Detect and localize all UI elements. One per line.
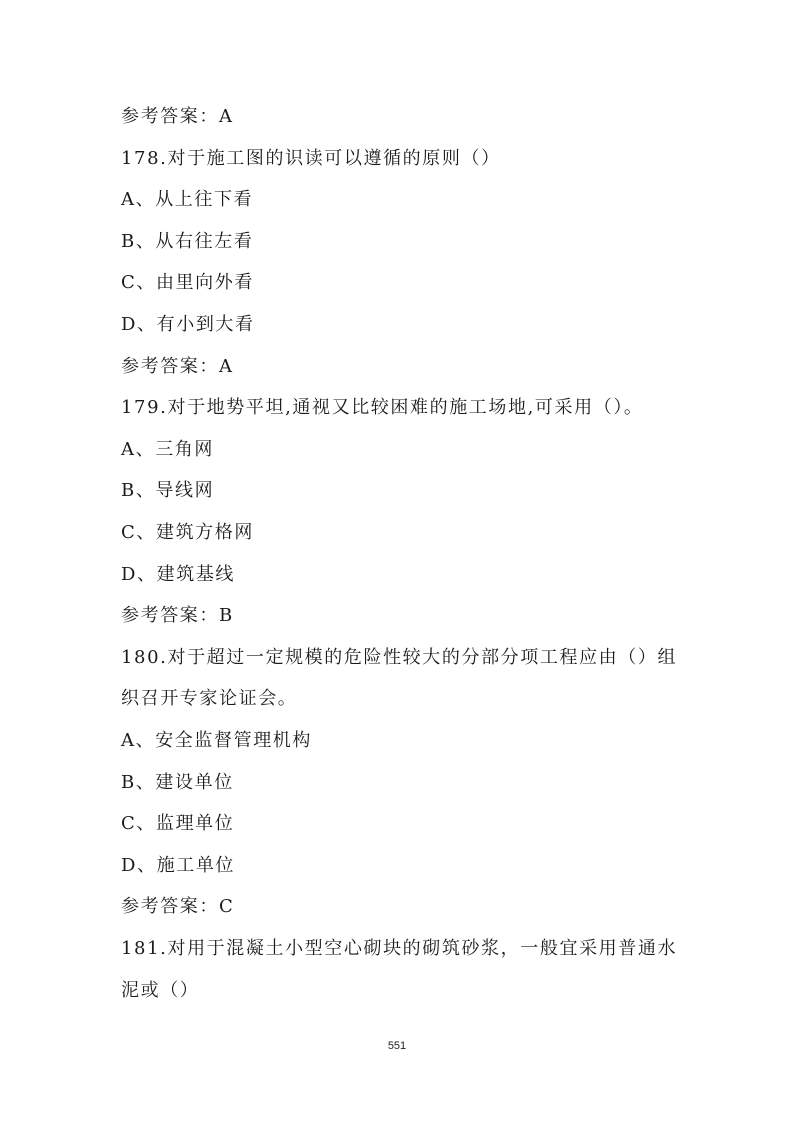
option-b: B、建设单位 (121, 772, 234, 793)
option-a: A、从上往下看 (121, 189, 254, 210)
question-181-stem-cont: 泥或（） (121, 980, 200, 1001)
question-180-stem-cont: 织召开专家论证会。 (121, 688, 298, 709)
page-number: 551 (387, 1040, 407, 1052)
answer-line: 参考答案：A (121, 356, 234, 377)
option-d: D、有小到大看 (121, 314, 255, 335)
option-a: A、三角网 (121, 439, 214, 460)
question-178-stem: 178.对于施工图的识读可以遵循的原则（） (121, 148, 501, 169)
option-d: D、施工单位 (121, 855, 236, 876)
option-d: D、建筑基线 (121, 564, 236, 585)
option-c: C、监理单位 (121, 813, 235, 834)
question-180-stem: 180.对于超过一定规模的危险性较大的分部分项工程应由（）组 (121, 647, 678, 668)
answer-line: 参考答案：C (121, 896, 235, 917)
answer-line: 参考答案：B (121, 605, 234, 626)
question-181-stem: 181.对用于混凝土小型空心砌块的砌筑砂浆，一般宜采用普通水 (121, 938, 678, 959)
option-b: B、从右往左看 (121, 231, 254, 252)
answer-line: 参考答案：A (121, 106, 234, 127)
option-c: C、建筑方格网 (121, 522, 254, 543)
option-b: B、导线网 (121, 480, 215, 501)
option-a: A、安全监督管理机构 (121, 730, 312, 751)
option-c: C、由里向外看 (121, 272, 254, 293)
question-179-stem: 179.对于地势平坦,通视又比较困难的施工场地,可采用（）。 (121, 397, 644, 418)
